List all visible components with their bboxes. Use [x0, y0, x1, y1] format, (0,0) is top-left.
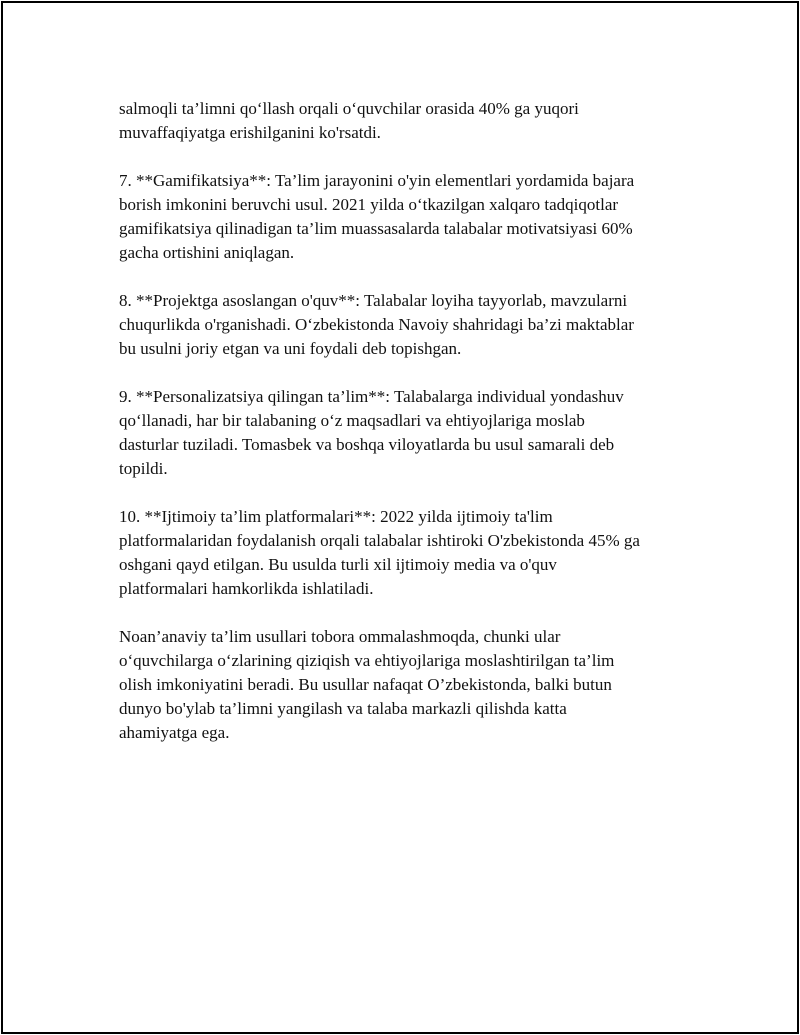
document-page: [1, 1, 799, 1034]
text-line: bu usulni joriy etgan va uni foydali deb topishgan.: [119, 339, 462, 358]
text-line: muvaffaqiyatga erishilganini ko'rsatdi.: [119, 123, 381, 142]
text-line: Noan’anaviy ta’lim usullari tobora ommalashmoqda, chunki ular: [119, 627, 561, 646]
text-line: 10. **Ijtimoiy ta’lim platformalari**: 2022 yilda ijtimoiy ta'lim: [119, 507, 553, 526]
text-line: platformalari hamkorlikda ishlatiladi.: [119, 579, 374, 598]
text-line: borish imkonini beruvchi usul. 2021 yilda o‘tkazilgan xalqaro tadqiqotlar: [119, 195, 619, 214]
paragraph-gap: [119, 601, 689, 625]
text-line: dunyo bo'ylab ta’limni yangilash va talaba markazli qilishda katta: [119, 699, 567, 718]
paragraph-gap: [119, 361, 689, 385]
text-line: oshgani qayd etilgan. Bu usulda turli xil ijtimoiy media va o'quv: [119, 555, 557, 574]
text-line: salmoqli ta’limni qo‘llash orqali o‘quvchilar orasida 40% ga yuqori: [119, 99, 579, 118]
paragraph-gap: [119, 481, 689, 505]
text-line: topildi.: [119, 459, 168, 478]
text-line: chuqurlikda o'rganishadi. O‘zbekistonda Navoiy shahridagi ba’zi maktablar: [119, 315, 634, 334]
text-line: 9. **Personalizatsiya qilingan ta’lim**: Talabalarga individual yondashuv: [119, 387, 624, 406]
text-line: gamifikatsiya qilinadigan ta’lim muassasalarda talabalar motivatsiyasi 60%: [119, 219, 633, 238]
document-body: [119, 97, 689, 745]
text-line: o‘quvchilarga o‘zlarining qiziqish va ehtiyojlariga moslashtirilgan ta’lim: [119, 651, 615, 670]
text-line: platformalaridan foydalanish orqali talabalar ishtiroki O'zbekistonda 45% ga: [119, 531, 640, 550]
text-line: qo‘llanadi, har bir talabaning o‘z maqsadlari va ehtiyojlariga moslab: [119, 411, 585, 430]
text-line: 7. **Gamifikatsiya**: Ta’lim jarayonini o'yin elementlari yordamida bajara: [119, 171, 635, 190]
paragraph-gap: [119, 265, 689, 289]
paragraph-gap: [119, 145, 689, 169]
text-line: 8. **Projektga asoslangan o'quv**: Talabalar loyiha tayyorlab, mavzularni: [119, 291, 628, 310]
text-line: olish imkoniyatini beradi. Bu usullar nafaqat O’zbekistonda, balki butun: [119, 675, 612, 694]
text-line: ahamiyatga ega.: [119, 723, 230, 742]
text-line: gacha ortishini aniqlagan.: [119, 243, 295, 262]
text-line: dasturlar tuziladi. Tomasbek va boshqa viloyatlarda bu usul samarali deb: [119, 435, 615, 454]
